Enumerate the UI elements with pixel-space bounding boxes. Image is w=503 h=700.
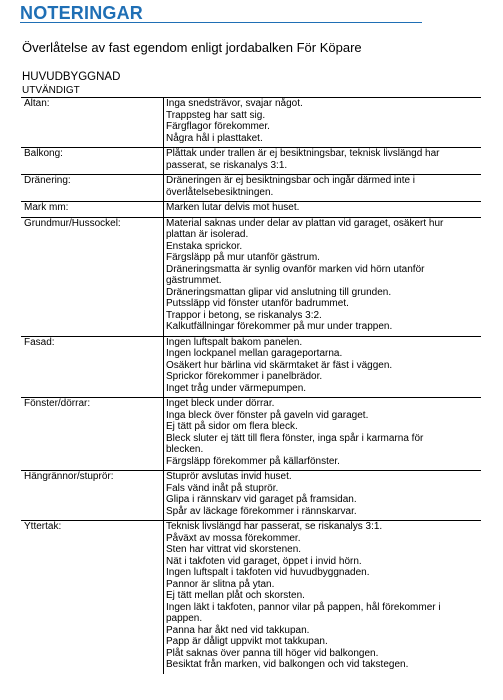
note-line: Inget tråg under värmepumpen.	[166, 382, 307, 394]
note-line: Påväxt av mossa förekommer.	[166, 532, 301, 544]
row-notes	[163, 471, 481, 520]
note-line: Fals vänd inåt på stuprör.	[166, 482, 279, 494]
note-line: Stuprör avslutas invid huset.	[166, 471, 292, 482]
note-line: Trappsteg har satt sig.	[166, 109, 266, 121]
table-row	[21, 174, 481, 201]
note-line: Glipa i rännskarv vid garaget på framsidan.	[166, 494, 357, 505]
note-line: Sprickor förekommer i panelbrädor.	[166, 371, 323, 382]
row-category-label: Mark mm:	[24, 202, 69, 213]
note-line: Färgsläpp på mur utanför gästrum.	[166, 252, 320, 263]
note-line: Besiktat från marken, vid balkongen och vid takstegen.	[166, 659, 409, 670]
note-line: Ingen luftspalt bakom panelen.	[166, 336, 303, 348]
table-row	[21, 97, 481, 147]
table-row	[21, 470, 481, 520]
note-line: Enstaka sprickor.	[166, 240, 243, 252]
table-row	[21, 201, 481, 217]
note-line: Sten har vittrat vid skorstenen.	[166, 544, 302, 555]
row-category-label: Altan:	[24, 98, 50, 109]
document-subtitle: Överlåtelse av fast egendom enligt jordabalken För Köpare	[22, 40, 362, 55]
section-title: HUVUDBYGGNAD	[22, 71, 121, 83]
row-notes	[163, 175, 481, 201]
row-notes	[163, 202, 481, 217]
note-line: Några hål i plasttaket.	[166, 132, 263, 144]
note-line: pappen.	[166, 613, 203, 624]
note-line: Papp är dåligt uppvikt mot takkupan.	[166, 636, 328, 647]
note-line: Färgflagor förekommer.	[166, 121, 270, 132]
note-line: Plåttak under trallen är ej besiktningsbar, teknisk livslängd har	[166, 148, 440, 159]
note-line: Dräneringsmatta är synlig ovanför marken vid hörn utanför	[166, 263, 425, 275]
table-row	[21, 520, 481, 674]
note-line: Ingen läkt i takfoten, pannor vilar på pappen, hål förekommer i	[166, 601, 441, 613]
notes-table	[21, 97, 481, 674]
row-notes	[163, 148, 481, 174]
note-line: Bleck sluter ej tätt till flera fönster, inga spår i karmarna för	[166, 432, 424, 444]
subsection-title: UTVÄNDIGT	[22, 85, 80, 96]
table-row	[21, 217, 481, 336]
note-line: Trappor i betong, se riskanalys 3:2.	[166, 309, 322, 321]
note-line: Plåt saknas över panna till höger vid balkongen.	[166, 647, 379, 659]
note-line: Färgsläpp förekommer på källarfönster.	[166, 455, 340, 467]
note-line: plattan är isolerad.	[166, 229, 249, 240]
row-category-label: Grundmur/Hussockel:	[24, 217, 121, 229]
note-line: Inga bleck över fönster på gaveln vid garaget.	[166, 409, 369, 421]
note-line: Ingen luftspalt i takfoten vid huvudbyggnaden.	[166, 567, 370, 578]
note-line: Ej tätt mellan plåt och skorsten.	[166, 590, 305, 601]
note-line: Inga snedsträvor, svajar något.	[166, 98, 303, 109]
note-line: Nät i takfoten vid garaget, öppet i invid hörn.	[166, 555, 362, 567]
table-row	[21, 397, 481, 470]
note-line: Dräneringen är ej besiktningsbar och ingår därmed inte i	[166, 175, 416, 186]
note-line: Dräneringsmattan glipar vid anslutning till grunden.	[166, 286, 392, 298]
row-category-label: Yttertak:	[24, 521, 62, 532]
note-line: Spår av läckage förekommer i rännskarvar.	[166, 505, 357, 517]
note-line: Material saknas under delar av plattan vid garaget, osäkert hur	[166, 217, 444, 229]
row-notes	[163, 98, 481, 147]
title-divider	[20, 22, 422, 23]
row-category-label: Balkong:	[24, 148, 63, 159]
row-notes	[163, 521, 481, 674]
table-row	[21, 336, 481, 398]
note-line: Osäkert hur bärlina vid skärmtaket är fäst i väggen.	[166, 359, 393, 371]
note-line: Pannor är slitna på ytan.	[166, 578, 275, 590]
note-line: blecken.	[166, 444, 204, 455]
row-notes	[163, 337, 481, 398]
table-row	[21, 147, 481, 174]
row-notes	[163, 398, 481, 470]
note-line: överlåtelsebesiktningen.	[166, 186, 274, 198]
row-category-label: Hängrännor/stuprör:	[24, 471, 114, 482]
note-line: Marken lutar delvis mot huset.	[166, 202, 300, 213]
row-category-label: Fönster/dörrar:	[24, 398, 91, 409]
row-notes	[163, 218, 481, 336]
note-line: Kalkutfällningar förekommer på mur under trappen.	[166, 321, 393, 332]
note-line: Putssläpp vid fönster utanför badrummet.	[166, 298, 349, 309]
note-line: Ingen lockpanel mellan garageportarna.	[166, 348, 343, 359]
note-line: Ej tätt på sidor om flera bleck.	[166, 421, 298, 432]
row-category-label: Dränering:	[24, 175, 71, 186]
note-line: Inget bleck under dörrar.	[166, 398, 275, 409]
note-line: gästrummet.	[166, 275, 222, 286]
page-title: NOTERINGAR	[20, 3, 143, 23]
note-line: Teknisk livslängd har passerat, se riskanalys 3:1.	[166, 521, 383, 532]
row-category-label: Fasad:	[24, 336, 55, 348]
note-line: passerat, se riskanalys 3:1.	[166, 159, 288, 171]
note-line: Panna har åkt ned vid takkupan.	[166, 624, 310, 636]
